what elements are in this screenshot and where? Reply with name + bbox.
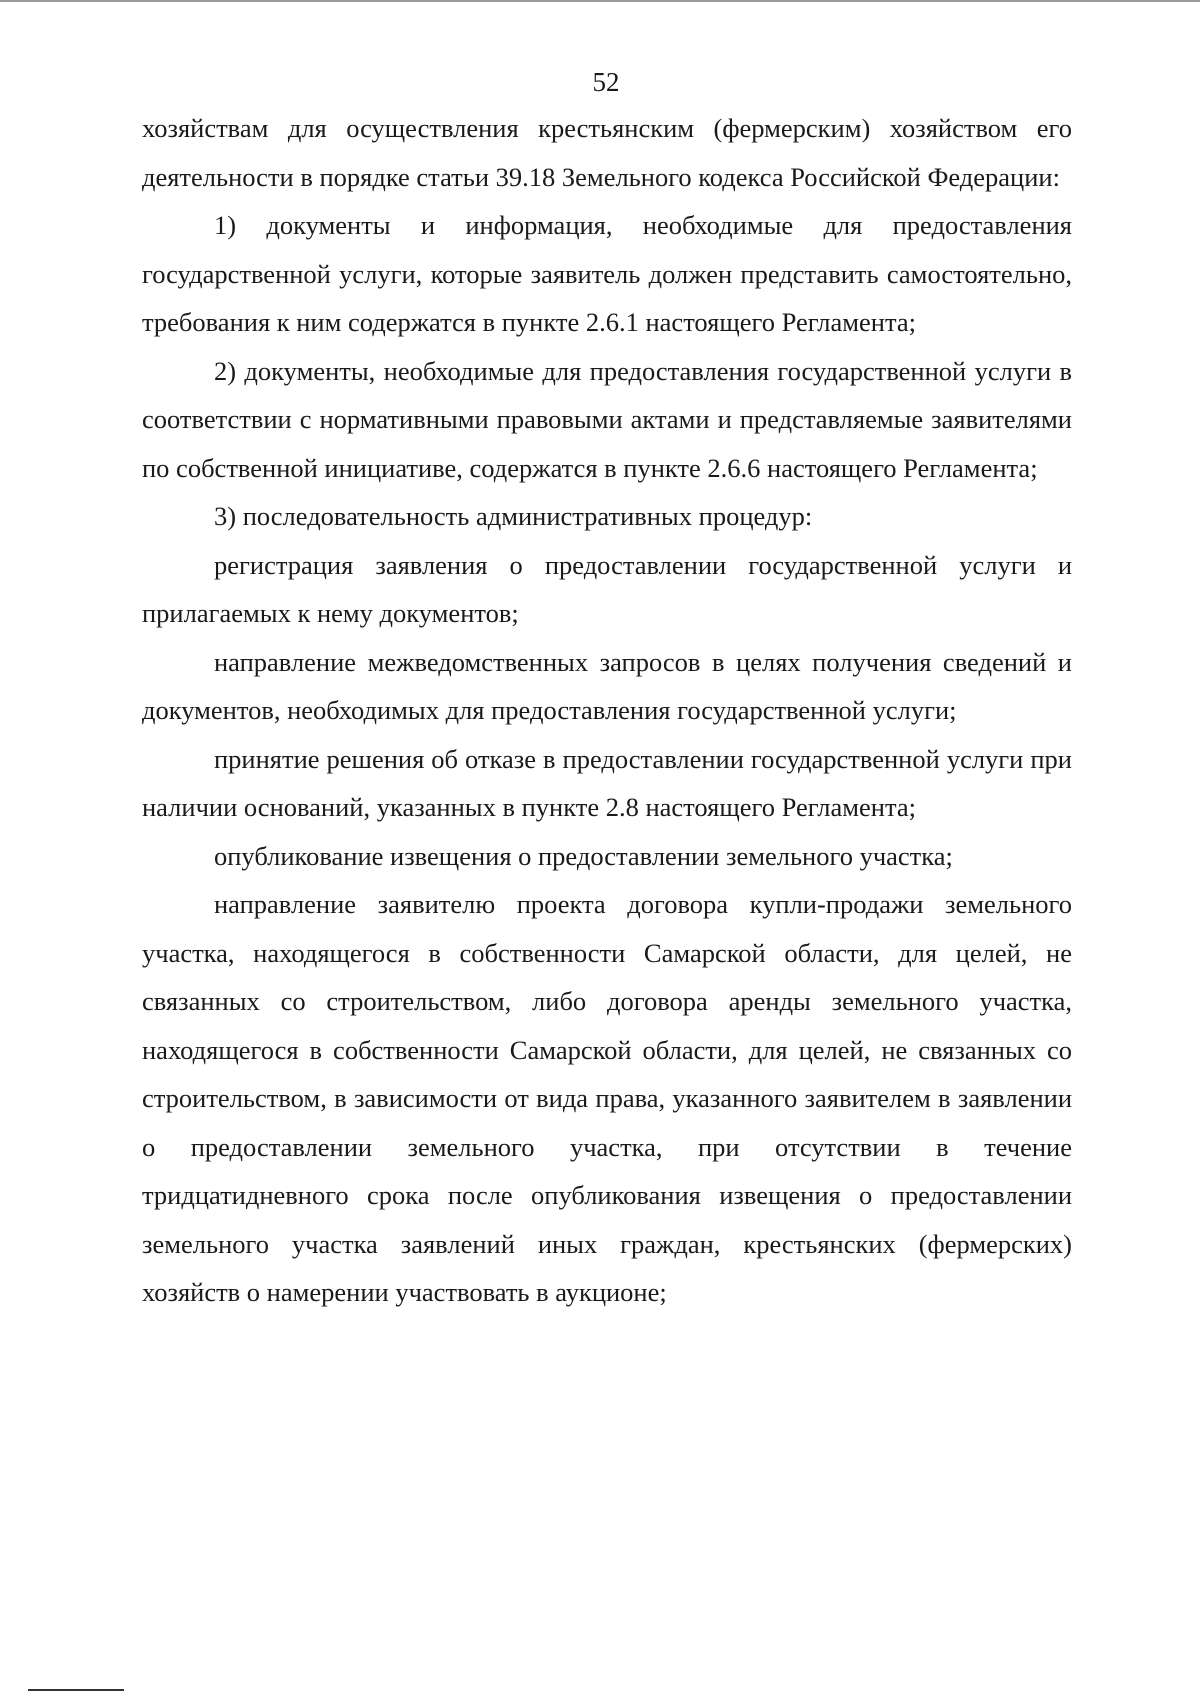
paragraph-procedure-refusal: принятие решения об отказе в предоставлении государственной услуги при наличии оснований, указанных в пункте 2.8 настоящего Регламента; [142,743,1072,822]
paragraph-continuation: хозяйствам для осуществления крестьянским (фермерским) хозяйством его деятельности в порядке статьи 39.18 Земельного кодекса Российской Федерации: [142,113,1072,192]
paragraph-procedure-publication: опубликование извещения о предоставлении земельного участка; [214,840,953,871]
paragraph-procedure-registration: регистрация заявления о предоставлении государственной услуги и прилагаемых к нему документов; [142,549,1072,628]
paragraph-procedure-requests: направление межведомственных запросов в целях получения сведений и документов, необходимых для предоставления государственной услуги; [142,646,1072,725]
paragraph-procedure-contract: направление заявителю проекта договора купли-продажи земельного участка, находящегося в собственности Самарской области, для целей, не связанных со строительством, либо договора аренды земельного участка, находящегося в собственности Самарской области, для целей, не связанных со строительством, в зависимости от вида права, указанного заявителем в заявлении о предоставлении земельного участка, при отсутствии в течение тридцатидневного срока после опубликования извещения о предоставлении земельного участка заявлений иных граждан, крестьянских (фермерских) хозяйств о намерении участвовать в аукционе; [142,889,1072,1307]
body-text [142,104,1072,1317]
paragraph-item-2: 2) документы, необходимые для предоставления государственной услуги в соответствии с нормативными правовыми актами и представляемые заявителями по собственной инициативе, содержатся в пункте 2.6.6 настоящего Регламента; [142,355,1072,483]
paragraph-item-3: 3) последовательность административных процедур: [214,501,813,531]
paragraph-item-1: 1) документы и информация, необходимые для предоставления государственной услуги, которые заявитель должен представить самостоятельно, требования к ним содержатся в пункте 2.6.1 настоящего Регламента; [142,210,1072,337]
footnote-rule [28,1689,124,1691]
top-edge-rule [0,0,1200,2]
page-number: 52 [592,67,620,97]
